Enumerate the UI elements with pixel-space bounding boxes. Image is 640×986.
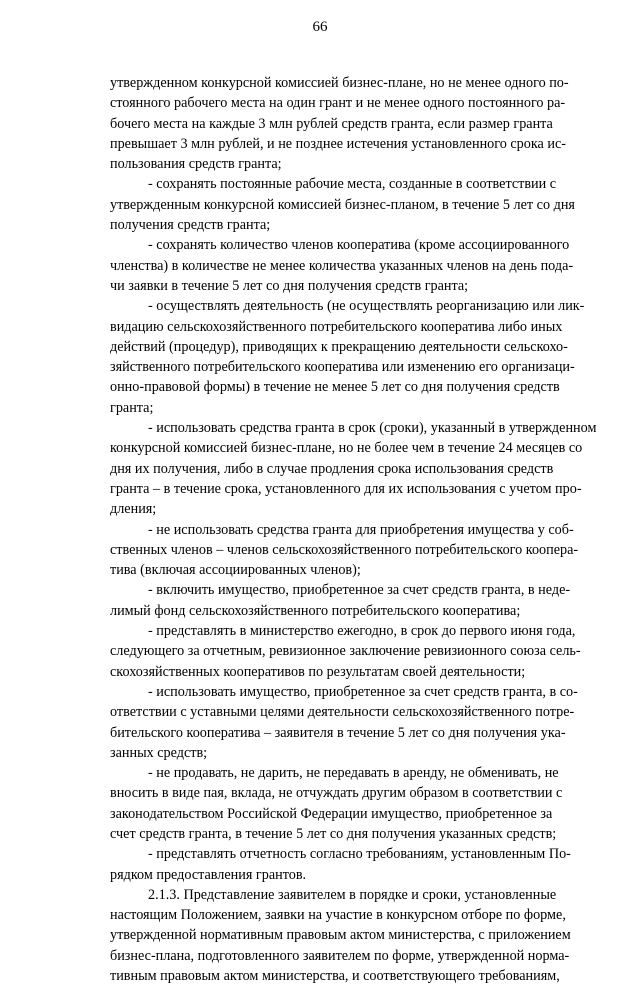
text-line: скохозяйственных кооперативов по результатам своей деятельности; [110,663,526,680]
text-line: пользования средств гранта; [110,156,282,173]
text-line: утвержденным конкурсной комиссией бизнес-планом, в течение 5 лет со дня [110,196,575,213]
text-line: - представлять в министерство ежегодно, в срок до первого июня года, [148,623,576,640]
text-line: гранта; [110,399,154,416]
text-line: зяйственного потребительского кооператива или изменению его организаци- [110,359,575,376]
text-line: занных средств; [110,744,208,761]
text-line: получения средств гранта; [110,217,271,234]
text-line: видацию сельскохозяйственного потребительского кооператива либо иных [110,318,563,335]
text-line: чи заявки в течение 5 лет со дня получения средств гранта; [110,277,469,294]
text-line: утвержденной нормативным правовым актом министерства, с приложением [110,927,571,944]
text-line: дня их получения, либо в случае продления срока использования средств [110,460,554,477]
text-line: бительского кооператива – заявителя в течение 5 лет со дня получения ука- [110,724,566,741]
text-line: бочего места на каждые 3 млн рублей средств гранта, если размер гранта [110,115,553,132]
text-line: ственных членов – членов сельскохозяйственного потребительского коопера- [110,541,579,558]
text-line: утвержденном конкурсной комиссией бизнес-плане, но не менее одного по- [110,75,569,91]
text-line: тива (включая ассоциированных членов); [110,562,361,579]
text-line: - сохранять постоянные рабочие места, созданные в соответствии с [148,176,557,193]
text-line: счет средств гранта, в течение 5 лет со дня получения указанных средств; [110,825,557,842]
page-number: 66 [312,19,328,35]
text-line: - представлять отчетность согласно требованиям, установленным По- [148,846,571,863]
text-line: - использовать имущество, приобретенное за счет средств гранта, в со- [148,683,578,700]
text-line: гранта – в течение срока, установленного для их использования с учетом про- [110,480,582,497]
text-line: вносить в виде пая, вклада, не отчуждать другим образом в соответствии с [110,785,563,802]
text-line: онно-правовой формы) в течение не менее 5 лет со дня получения средств [110,379,560,396]
text-line: настоящим Положением, заявки на участие в конкурсном отборе по форме, [110,907,566,924]
text-line: 2.1.3. Представление заявителем в порядке и сроки, установленные [148,886,557,903]
text-line: дления; [110,501,157,518]
text-line: бизнес-плана, подготовленного заявителем по форме, утвержденной норма- [110,947,570,964]
text-line: - включить имущество, приобретенное за счет средств гранта, в недe- [148,582,571,599]
text-line: законодательством Российской Федерации имущество, приобретенное за [110,805,553,822]
text-line: тивным правовым актом министерства, и соответствующего требованиям, [110,968,560,985]
text-line: - не использовать средства гранта для приобретения имущества у соб- [148,521,574,538]
text-line: стоянного рабочего места на один грант и не менее одного постоянного ра- [110,95,566,112]
text-line: - осуществлять деятельность (не осуществлять реорганизацию или лик- [148,298,585,315]
text-line: - не продавать, не дарить, не передавать в аренду, не обменивать, не [148,765,559,782]
text-line: - использовать средства гранта в срок (сроки), указанный в утвержденном [148,420,597,437]
text-line: следующего за отчетным, ревизионное заключение ревизионного союза сель- [110,643,581,660]
text-line: действий (процедур), приводящих к прекращению деятельности сельскохо- [110,338,568,355]
text-line: лимый фонд сельскохозяйственного потребительского кооператива; [110,602,521,619]
text-line: конкурсной комиссией бизнес-плане, но не более чем в течение 24 месяцев со [110,440,583,457]
text-line: членства) в количестве не менее количества указанных членов на день пода- [110,257,574,274]
document-body [110,73,597,986]
text-line: рядком предоставления грантов. [110,866,307,883]
text-line: превышает 3 млн рублей, и не позднее истечения установленного срока ис- [110,135,566,152]
text-line: - сохранять количество членов кооператива (кроме ассоциированного [148,237,570,254]
text-line: ответствии с уставными целями деятельности сельскохозяйственного потре- [110,704,575,721]
